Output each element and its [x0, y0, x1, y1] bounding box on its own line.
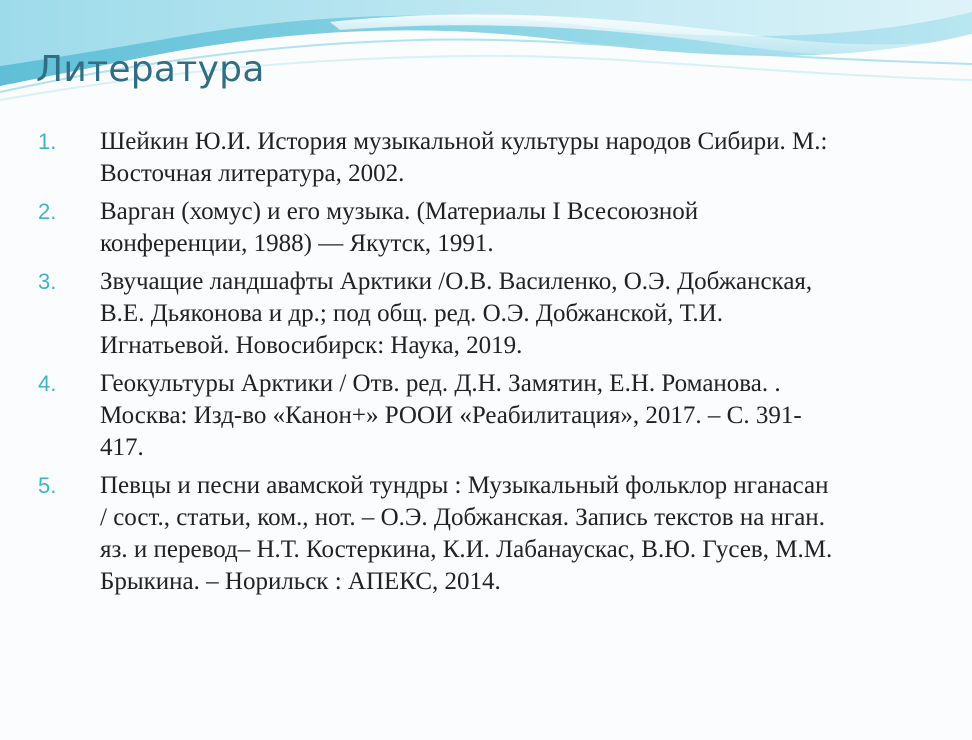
reference-number: 1.	[38, 129, 57, 154]
reference-line: Варган (хомус) и его музыка. (Материалы I Всесоюзной	[100, 198, 699, 225]
reference-line: Шейкин Ю.И. История музыкальной культуры народов Сибири. М.:	[100, 128, 828, 155]
reference-list	[0, 126, 972, 604]
reference-text	[100, 196, 940, 260]
reference-item	[0, 196, 972, 260]
reference-line: Игнатьевой. Новосибирск: Наука, 2019.	[100, 332, 523, 359]
reference-line: Москва: Изд-во «Канон+» РООИ «Реабилитация», 2017. – С. 391-	[100, 402, 802, 429]
reference-line: Звучащие ландшафты Арктики /О.В. Василенко, О.Э. Добжанская,	[100, 268, 813, 295]
reference-number: 3.	[38, 269, 57, 294]
reference-line: / сост., статьи, ком., нот. – О.Э. Добжанская. Запись текстов на нган.	[100, 504, 825, 531]
reference-line: Брыкина. – Норильск : АПЕКС, 2014.	[100, 568, 501, 595]
reference-line: В.Е. Дьяконова и др.; под общ. ред. О.Э. Добжанской, Т.И.	[100, 300, 723, 327]
reference-line: Геокультуры Арктики / Отв. ред. Д.Н. Замятин, Е.Н. Романова. .	[100, 370, 781, 397]
reference-item	[0, 470, 972, 598]
reference-text	[100, 470, 940, 598]
reference-text	[100, 368, 940, 464]
reference-line: конференции, 1988) — Якутск, 1991.	[100, 230, 494, 257]
reference-number: 2.	[38, 199, 57, 224]
reference-line: Восточная литература, 2002.	[100, 160, 405, 187]
reference-text	[100, 126, 940, 190]
slide-title: Литература	[36, 49, 265, 90]
reference-line: яз. и перевод– Н.Т. Костеркина, К.И. Лабанаускас, В.Ю. Гусев, М.М.	[100, 536, 833, 563]
reference-number: 5.	[38, 473, 57, 498]
reference-number: 4.	[38, 371, 57, 396]
reference-item	[0, 368, 972, 464]
reference-text	[100, 266, 940, 362]
reference-line: 417.	[100, 434, 144, 461]
reference-item	[0, 266, 972, 362]
reference-item	[0, 126, 972, 190]
reference-line: Певцы и песни авамской тундры : Музыкальный фольклор нганасан	[100, 472, 829, 499]
